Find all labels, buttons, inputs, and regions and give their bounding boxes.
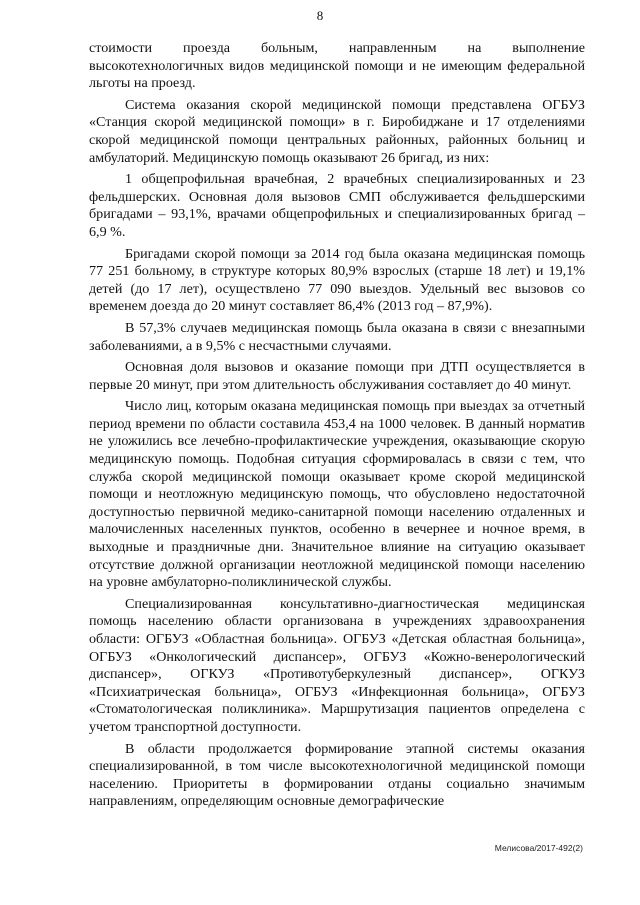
page-number: 8 [316,8,324,23]
paragraph: Число лиц, которым оказана медицинская помощь при выездах за отчетный период времени по области составила 453,4 на 1000 человек. В данный норматив не уложились все лечебно-профилактические учреждения, оказывающие скорую медицинскую помощь. Подобная ситуация сформировалась в связи с тем, что служба скорой медицинской помощи оказывает кроме скорой медицинской помощи и неотложную медицинскую помощь, что обусловлено недостаточной доступностью первичной медико-санитарной помощи населению отдаленных и малочисленных населенных пунктов, особенно в вечернее и ночное время, в выходные и праздничные дни. Значительное влияние на ситуацию оказывает отсутствие должной организации неотложной медицинской помощи населению на уровне амбулаторно-поликлинической службы. [89,398,585,591]
paragraph: Система оказания скорой медицинской помощи представлена ОГБУЗ «Станция скорой медицинской помощи» в г. Биробиджане и 17 отделениями скорой медицинской помощи центральных районных, районных больниц и амбулаторий. Медицинскую помощь оказывают 26 бригад, из них: [89,96,585,166]
paragraph: В 57,3% случаев медицинская помощь была оказана в связи с внезапными заболеваниями, а в 9,5% с несчастными случаями. [89,319,585,354]
page-body [89,40,585,815]
paragraph: В области продолжается формирование этапной системы оказания специализированной, в том числе высокотехнологичной медицинской помощи населению. Приоритеты в формировании отданы социально значимым направлениям, определяющим основные демографические [89,740,585,810]
document-reference: Мелисова/2017-492(2) [494,843,583,853]
paragraph: 1 общепрофильная врачебная, 2 врачебных специализированных и 23 фельдшерских. Основная доля вызовов СМП обслуживается фельдшерскими бригадами – 93,1%, врачами общепрофильных и специализированных бригад – 6,9 %. [89,171,585,240]
paragraph: Бригадами скорой помощи за 2014 год была оказана медицинская помощь 77 251 больному, в структуре которых 80,9% взрослых (старше 18 лет) и 19,1% детей (до 17 лет), осуществлено 77 090 выездов. Удельный вес вызовов со временем доезда до 20 минут составляет 86,4% (2013 год – 87,9%). [89,245,585,315]
paragraph: Основная доля вызовов и оказание помощи при ДТП осуществляется в первые 20 минут, при этом длительность обслуживания составляет до 40 минут. [89,359,585,393]
paragraph: Специализированная консультативно-диагностическая медицинская помощь населению области организована в учреждениях здравоохранения области: ОГБУЗ «Областная больница». ОГБУЗ «Детская областная больница», ОГБУЗ «Онкологический диспансер», ОГБУЗ «Кожно-венерологический диспансер», ОГКУЗ «Противотуберкулезный диспансер», ОГКУЗ «Психиатрическая больница», ОГБУЗ «Инфекционная больница», ОГБУЗ «Стоматологическая поликлиника». Маршрутизация пациентов определена с учетом транспортной доступности. [89,595,585,735]
paragraph-continued: стоимости проезда больным, направленным на выполнение высокотехнологичных видов медицинской помощи и не имеющим федеральной льготы на проезд. [89,40,585,92]
